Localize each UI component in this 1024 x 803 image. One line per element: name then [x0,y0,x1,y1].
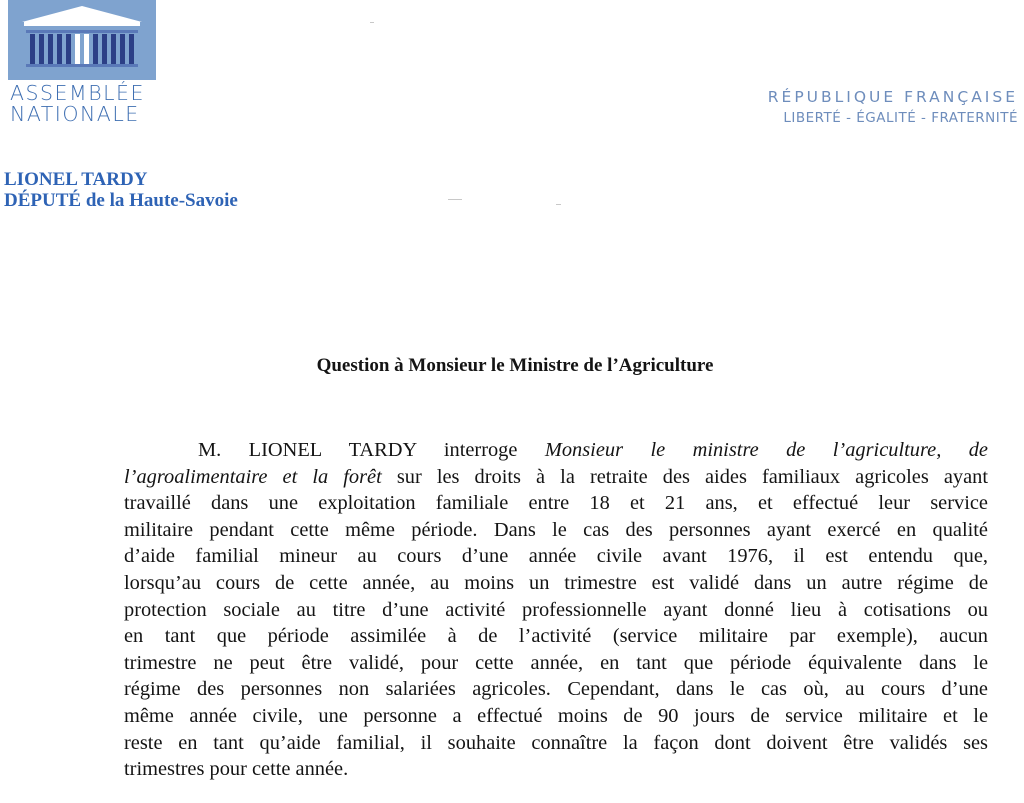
body-text-italic: Monsieur le ministre de l’agriculture, de [544,439,988,461]
body-line [124,437,988,464]
scan-speck [448,199,462,200]
body-line: d’aide familial mineur au cours d’une année civile avant 1976, il est entendu que, [124,545,988,568]
building-icon [8,0,156,80]
deputy-name: LIONEL TARDY [4,169,148,190]
republique-francaise: RÉPUBLIQUE FRANÇAISE [767,88,1018,106]
republique-header [768,87,1018,129]
body-line: travaillé dans une exploitation familiale entre 18 et 21 ans, et effectué leur service [124,492,988,515]
body-line-last: trimestres pour cette année. [124,758,349,781]
body-line: même année civile, une personne a effectué moins de 90 jours de service militaire et le [124,704,988,727]
body-text-italic: l’agroalimentaire et la forêt [124,465,382,488]
body-line: protection sociale au titre d’une activité professionnelle ayant donné lieu à cotisations ou [124,598,988,621]
scan-speck [556,204,561,205]
devise: LIBERTÉ - ÉGALITÉ - FRATERNITÉ [783,110,1018,126]
body-line: lorsqu’au cours de cette année, au moins un trimestre est validé dans un autre régime de [124,571,988,594]
body-text-segment: sur les droits à la retraite des aides familiaux agricoles ayant [381,465,988,488]
deputy-block [4,169,238,211]
body-line: régime des personnes non salariées agricoles. Cependant, dans le cas où, au cours d’une [124,678,988,701]
body-line: reste en tant qu’aide familial, il souhaite connaître la façon dont doivent être validés ses [124,731,988,754]
body-text-segment: M. LIONEL TARDY interroge [198,439,545,461]
document-body [124,437,988,783]
logo-line-2: NATIONALE [10,102,140,126]
body-line [124,464,988,491]
body-line: en tant que période assimilée à de l’activité (service militaire par exemple), aucun [124,625,988,648]
document-title: Question à Monsieur le Ministre de l’Agriculture [316,355,714,376]
scan-speck [370,22,374,23]
logo-wordmark [10,83,170,125]
deputy-title: DÉPUTÉ de la Haute-Savoie [4,190,238,211]
body-line: trimestre ne peut être validé, pour cette année, en tant que période équivalente dans le [124,651,988,674]
body-line: militaire pendant cette même période. Dans le cas des personnes ayant exercé en qualité [124,518,988,541]
logo-line-1: ASSEMBLÉE [10,81,145,105]
